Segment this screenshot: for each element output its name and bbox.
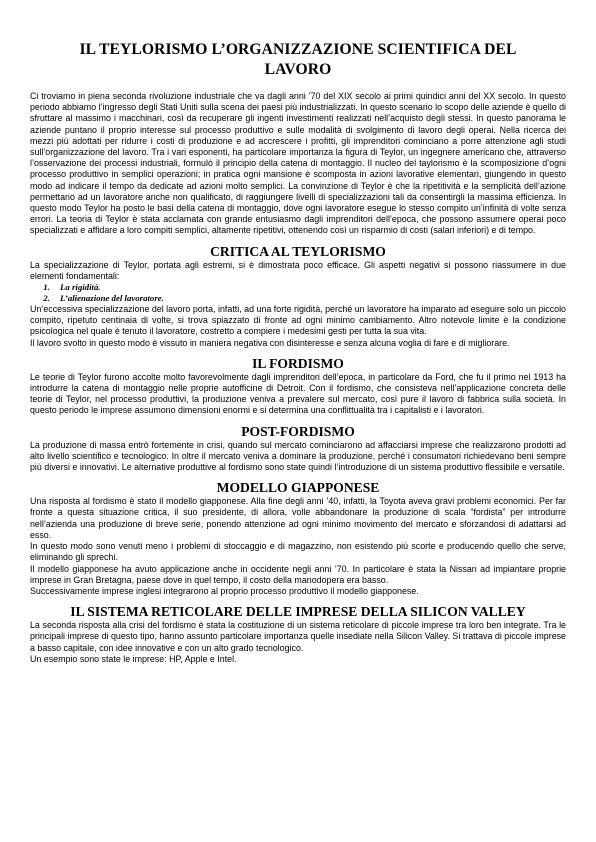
fordismo-paragraph: Le teorie di Teylor furono accolte molto favorevolmente dagli imprenditori dell’epoca, in particolare da Ford, che fu il primo nel 1913 ha introdurre la catena di montaggio nelle proprie autofficine di Detroit. Con il fordismo, che consisteva nell’applicazione concreta delle teorie di Teylor, nel processo produttivi, la produzione veniva a prevalere sul mercato, così pure il lavoro di fabbrica sulla società. In questo periodo le imprese assumono dimensioni enormi e si determina una conflittualità tra i capitalisti e i lavoratori.: [30, 371, 566, 416]
giapponese-paragraph-4: Successivamente imprese inglesi integrarono al proprio processo produttivo il modello giapponese.: [30, 585, 419, 596]
section-heading-giapponese: MODELLO GIAPPONESE: [216, 480, 380, 496]
critica-list: [30, 282, 566, 304]
silicon-paragraph-2: Un esempio sono state le imprese: HP, Apple e Intel.: [30, 653, 237, 664]
document-page: [30, 40, 566, 665]
intro-paragraph: Ci troviamo in piena seconda rivoluzione industriale che va dagli anni ’70 del XIX secolo ai primi quindici anni del XX secolo. In questo periodo abbiamo l’ingresso degli Stati Uniti sulla scena dei paesi più industrializzati. In questo scenario lo scopo delle aziende è quello di sfruttare al massimo i macchinari, così da recuperare gli ingenti investimenti realizzati nell’acquisto degli stessi. In questo panorama le aziende puntano il proprio interesse sul processo produttivo e sulle modalità di svolgimento di lavoro degli operai. Nella ricerca dei mezzi più adottati per ridurre i costi di produzione e ad accrescere i profitti, gli imprenditori cominciano a porre attenzione agli studi sull’organizzazione del lavoro. Tra i vari esponenti, ha particolare importanza la figura di Teylor, un ingegnere americano che, attraverso l’osservazione dei processi industriali, formulò il principio della catena di montaggio. Il nucleo del taylorismo è la scomposizione d’ogni processo produttivo in semplici operazioni; in pratica ogni mansione è scomposta in azioni lavorative elementari, giungendo in questo modo ad indicare il tempo da dedicate ad azioni molto semplici. La convinzione di Teylor è che la ripetitività e la semplicità dell’azione permettano ad un lavoratore anche non qualificato, di raggiungere livelli di specializzazioni tali da consentirgli la massima efficienza. In questo modo Teylor ha posto le basi della catena di montaggio, dove ogni lavoratore esegue lo stesso compito un’infinità di volte senza errori. La teoria di Teylor è stata acclamata con grande entusiasmo dagli imprenditori dell’epoca, che possono assumere operai poco specializzati e affidare a loro compiti semplici, altamente ripetitivi, ottenendo così un risparmio di costi (salari inferiori) e di tempo.: [30, 91, 566, 236]
giapponese-paragraph-2: In questo modo sono venuti meno i problemi di stoccaggio e di magazzino, non esistendo più scorte e producendo quello che serve, eliminando gli sprechi.: [30, 541, 566, 563]
section-heading-critica: CRITICA AL TEYLORISMO: [210, 243, 386, 259]
section-heading-postfordismo: POST-FORDISMO: [241, 423, 355, 439]
section-heading-fordismo: IL FORDISMO: [252, 355, 344, 371]
silicon-paragraph-1: La seconda risposta alla crisi del fordismo è stata la costituzione di un sistema reticolare di piccole imprese tra loro ben integrate. Tra le principali imprese di questo tipo, hanno assunto particolare importanza quelle insediate nella Silicon Valley. Si trattava di piccole imprese a basso capitale, con idee innovative e con un alto grado tecnologico.: [30, 620, 566, 653]
section-heading-silicon-valley: IL SISTEMA RETICOLARE DELLE IMPRESE DELLA SILICON VALLEY: [70, 604, 526, 620]
postfordismo-paragraph: La produzione di massa entrò fortemente in crisi, quando sul mercato cominciarono ad affacciarsi imprese che realizzarono prodotti ad alto livello scientifico e tecnologico. In oltre il mercato veniva a dominare la produzione, perché i consumatori richiedevano beni sempre più diversi e innovativi. Le alternative produttive al fordismo sono state quindi l’introduzione di un sistema produttivo flessibile e versatile.: [30, 439, 566, 473]
list-item: 1. La rigidità.: [52, 282, 566, 293]
giapponese-paragraph-3: Il modello giapponese ha avuto applicazione anche in occidente negli anni ’70. In particolare è stata la Nissan ad impiantare proprie imprese in Gran Bretagna, paese dove in quel tempo, il costo della manodopera era basso.: [30, 563, 566, 585]
giapponese-paragraph-1: Una risposta al fordismo è stato il modello giapponese. Alla fine degli anni ’40, infatti, la Toyota aveva gravi problemi economici. Per far fronte a questa situazione critica, il suo presidente, di allora, volle abbandonare la produzione di scala “fordista” per introdurre nell’azienda una produzione di breve serie, ponendo attenzione ad ogni minimo movimento del mercato e sforzandosi di adattarsi ad esso.: [30, 496, 566, 540]
list-item: 2. L’alienazione del lavoratore.: [52, 293, 566, 304]
critica-paragraph-2: Il lavoro svolto in questo modo è vissuto in maniera negativa con disinteresse e senza alcuna voglia di fare e di migliorare.: [30, 337, 510, 348]
critica-intro: La specializzazione di Teylor, portata agli estremi, si è dimostrata poco efficace. Gli aspetti negativi si possono riassumere in due elementi fondamentali:: [30, 259, 566, 281]
document-title: IL TEYLORISMO L’ORGANIZZAZIONE SCIENTIFICA DEL LAVORO: [79, 41, 517, 78]
critica-paragraph-1: Un’eccessiva specializzazione del lavoro porta, infatti, ad una forte rigidità, perché un lavoratore ha imparato ad eseguire solo un piccolo compito, ripetuto centinaia di volte, si trova spiazzato di fronte ad ogni minimo cambiamento. Altro notevole limite è la condizione psicologica nel quale è tenuto il lavoratore, costretto a compiere i medesimi gesti per tutta la sua vita.: [30, 304, 566, 337]
